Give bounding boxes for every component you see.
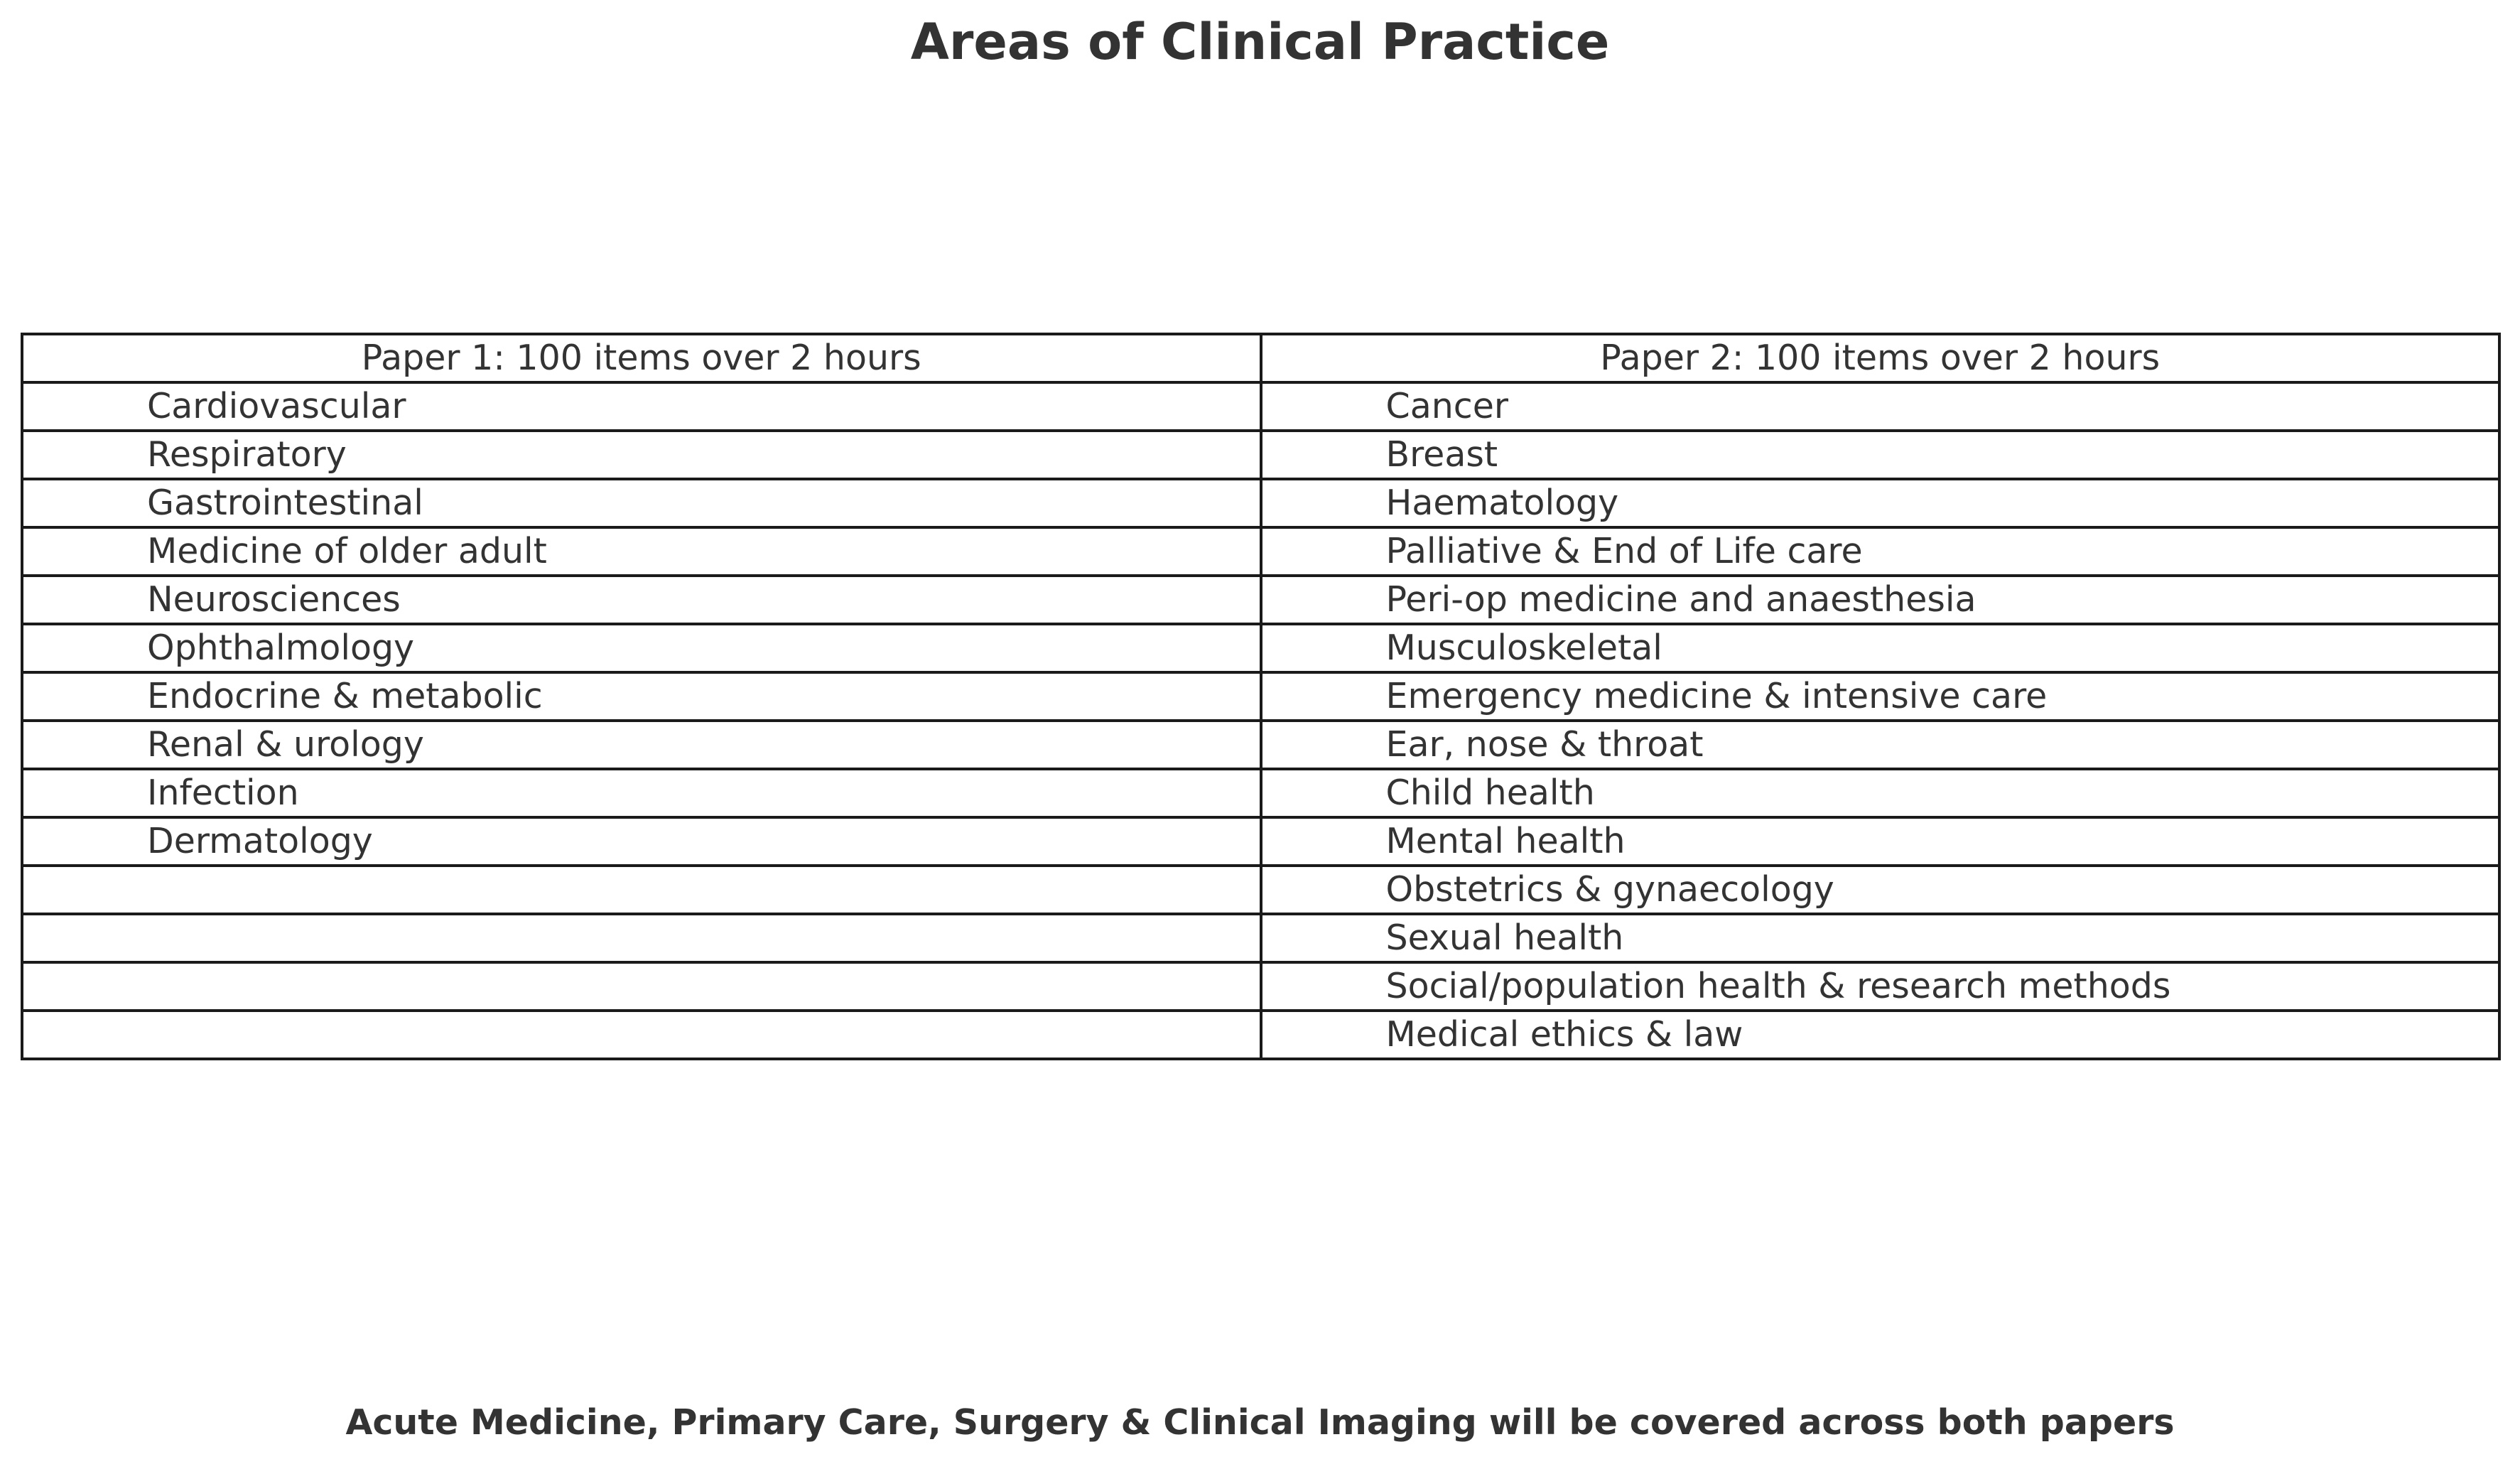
- table-cell: [22, 962, 1261, 1011]
- table-row: [22, 866, 2499, 914]
- table-cell: Infection: [22, 769, 1261, 817]
- table-cell: Ophthalmology: [22, 624, 1261, 672]
- table-cell: Sexual health: [1261, 914, 2500, 962]
- table-cell: Haematology: [1261, 479, 2500, 527]
- table-header-row: [22, 334, 2499, 382]
- column-header-paper-2: Paper 2: 100 items over 2 hours: [1261, 334, 2500, 382]
- table-cell: Cardiovascular: [22, 382, 1261, 431]
- table-cell: Musculoskeletal: [1261, 624, 2500, 672]
- table-cell: Breast: [1261, 431, 2500, 479]
- table-cell: [22, 914, 1261, 962]
- table-row: [22, 914, 2499, 962]
- table-row: [22, 769, 2499, 817]
- table-row: [22, 431, 2499, 479]
- table-cell: Medical ethics & law: [1261, 1011, 2500, 1059]
- table-cell: Obstetrics & gynaecology: [1261, 866, 2500, 914]
- page-title: Areas of Clinical Practice: [910, 13, 1610, 71]
- table-row: [22, 817, 2499, 866]
- table-row: [22, 382, 2499, 431]
- table-cell: Gastrointestinal: [22, 479, 1261, 527]
- table-cell: Respiratory: [22, 431, 1261, 479]
- table-cell: [22, 866, 1261, 914]
- table-cell: Palliative & End of Life care: [1261, 527, 2500, 576]
- clinical-areas-table: [21, 333, 2501, 1060]
- table-cell: Ear, nose & throat: [1261, 721, 2500, 769]
- table-row: [22, 721, 2499, 769]
- table-cell: Renal & urology: [22, 721, 1261, 769]
- table-cell: Emergency medicine & intensive care: [1261, 672, 2500, 721]
- table-row: [22, 672, 2499, 721]
- table-cell: [22, 1011, 1261, 1059]
- table-row: [22, 962, 2499, 1011]
- table-cell: Neurosciences: [22, 576, 1261, 624]
- table-cell: Social/population health & research methods: [1261, 962, 2500, 1011]
- table-row: [22, 624, 2499, 672]
- column-header-paper-1: Paper 1: 100 items over 2 hours: [22, 334, 1261, 382]
- table-cell: Mental health: [1261, 817, 2500, 866]
- table-cell: Dermatology: [22, 817, 1261, 866]
- table-row: [22, 1011, 2499, 1059]
- table-cell: Child health: [1261, 769, 2500, 817]
- table-cell: Endocrine & metabolic: [22, 672, 1261, 721]
- table-row: [22, 576, 2499, 624]
- footer-note: Acute Medicine, Primary Care, Surgery & Clinical Imaging will be covered across both papers: [345, 1402, 2175, 1443]
- table-cell: Cancer: [1261, 382, 2500, 431]
- table-row: [22, 527, 2499, 576]
- table-cell: Medicine of older adult: [22, 527, 1261, 576]
- table-row: [22, 479, 2499, 527]
- table-cell: Peri-op medicine and anaesthesia: [1261, 576, 2500, 624]
